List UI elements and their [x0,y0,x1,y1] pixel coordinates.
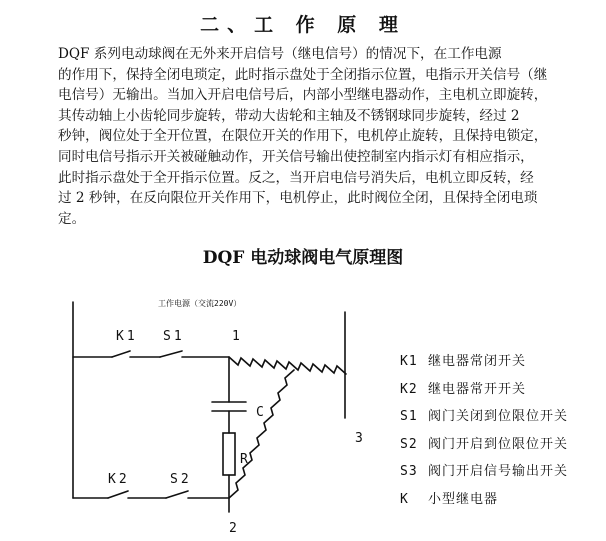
body-line: 此时指示盘处于全开指示位置。反之，当开启电信号消失后，电机立即反转，经 [58,169,534,186]
s2-label: S2 [170,472,192,487]
legend-item [400,403,568,431]
legend-key: K [400,491,409,507]
body-line: 其传动轴上小齿轮同步旋转，带动大齿轮和主轴及不锈钢球同步旋转，经过 2 [58,107,520,124]
legend-item [400,376,568,404]
legend-item [400,458,568,486]
legend-key: K1 [400,354,418,369]
s1-label: S1 [163,329,185,344]
legend-desc: 阀门开启到位限位开关 [428,436,569,452]
coil-upper [229,357,346,374]
body-line: 电信号）无输出。当加入开启电信号后，内部小型继电器动作，主电机立即旋转， [58,87,548,104]
circuit-diagram [0,280,390,541]
resistor [223,433,235,475]
body-line: DQF 系列电动球阀在无外来开启信号（继电信号）的情况下，在工作电源 [58,46,502,62]
body-line: 定。 [58,210,86,227]
s1-contact [160,351,182,357]
legend-desc: 继电器常开开关 [428,381,527,397]
k1-contact [112,351,130,357]
legend-desc: 阀门开启信号输出开关 [428,464,569,480]
supply-label: 工作电源（交流220V） [158,299,242,308]
legend-key: S3 [400,464,418,480]
legend-item [400,348,568,376]
legend-key: S1 [400,409,418,425]
body-line: 秒钟，阀位处于全开位置，在限位开关的作用下，电机停止旋转，且保持电锁定， [58,128,548,145]
legend-desc: 阀门关闭到位限位开关 [428,409,569,425]
k2-contact [108,491,128,498]
node3-label: 3 [355,431,363,446]
section-title: 二、工 作 原 理 [200,14,406,36]
legend-key: S2 [400,436,418,452]
legend-item [400,431,568,459]
diagram-title: DQF 电动球阀电气原理图 [202,248,404,268]
body-line: 过 2 秒钟，在反向限位开关作用下，电机停止，此时阀位全闭，且保持全闭电琐 [58,190,538,207]
legend-key: K2 [400,381,418,397]
body-paragraph [58,44,586,229]
legend [400,348,568,514]
body-line: 的作用下，保持全闭电琐定，此时指示盘处于全闭指示位置，电指示开关信号（继 [58,66,548,83]
coil-lower [229,370,294,498]
body-line: 同时电信号指示开关被碰触动作，开关信号输出使控制室内指示灯有相应指示， [58,148,534,165]
k2-label: K2 [108,472,130,487]
legend-desc: 小型继电器 [428,491,499,507]
legend-item [400,486,568,514]
legend-desc: 继电器常闭开关 [428,354,527,369]
k1-label: K1 [116,329,138,344]
capacitor-label: C [256,405,264,420]
resistor-label: R [240,452,248,467]
s2-contact [166,491,188,498]
node2-label: 2 [229,521,237,536]
node1-label: 1 [232,329,240,344]
